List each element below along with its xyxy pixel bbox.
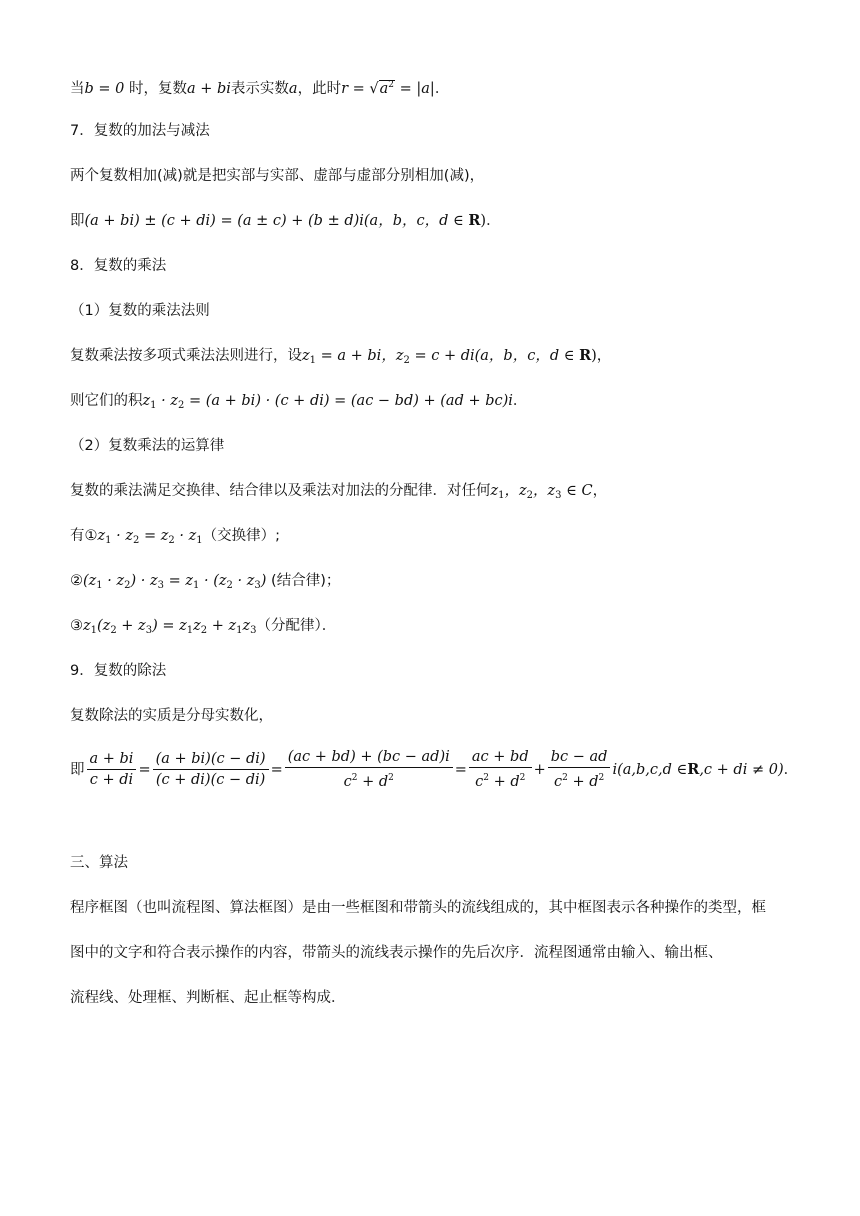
algorithm-section-title: 三、算法 (70, 855, 128, 871)
section-7-paragraph: 两个复数相加(减)就是把实部与实部、虚部与虚部分别相加(减)， (70, 168, 485, 184)
multiplication-setup-line: 复数乘法按多项式乘法法则进行，设$z_1 = a$ + bi，$z_2 = c + di(a$，b，c，d ∈ R)， (70, 347, 612, 366)
section-8-subtitle-2: （2）复数乘法的运算律 (70, 438, 225, 454)
algorithm-paragraph-line-3: 流程线、处理框、判断框、起止框等构成． (70, 990, 346, 1006)
fraction-2: $\frac{(a + bi)(c - di)}{(c + di)(c - di)}$ (153, 750, 269, 789)
multiplication-product-line: 则它们的积$z_1 \cdot z_2 = (a + bi) \cdot (c + di) = (ac - bd) + (ad + bc)i$． (70, 393, 528, 411)
division-formula: 即 $\frac{a + bi}{c + di}$ = $\frac{(a + bi)(c - di)}{(c + di)(c - di)}$ = $\frac{(ac + bd) + (bc - ad)i}{c^2 + d^2}$ = $\frac{ac + bd}{c^2 + d^2}$ + $\frac{bc - ad}{c^2 + d^2}$ i(a,b,c,d ∈ R ,c + di ≠ 0) ． (70, 749, 799, 790)
distributive-law-line: $③z_1(z_2 + z_3) = z_1z_2 + z_1z_3$（分配律）． (70, 618, 337, 636)
addition-formula: 即(a + bi) ± (c + di) = (a ± c) + (b ± d)i(a，b，c，d ∈ R)． (70, 212, 501, 229)
modulus-real-case-line: 当b = 0 时，复数a + bi表示实数a，此时$r = √a^2 = |a|$． (70, 80, 450, 97)
fraction-5: $\frac{bc - ad}{c^2 + d^2}$ (548, 748, 611, 791)
section-8-title: 8．复数的乘法 (70, 258, 167, 274)
section-8-subtitle-1: （1）复数的乘法法则 (70, 303, 210, 319)
multiplication-laws-intro: 复数的乘法满足交换律、结合律以及乘法对加法的分配律．对任何$z_1$，$z_2$，$z_3$ ∈ C， (70, 483, 608, 501)
section-9-title: 9．复数的除法 (70, 663, 167, 679)
commutative-law-line: 有$①z_1 \cdot z_2 = z_2 \cdot z_1$（交换律）; (70, 528, 280, 546)
section-7-title: 7．复数的加法与减法 (70, 123, 210, 139)
algorithm-paragraph-line-1: 程序框图（也叫流程图、算法框图）是由一些框图和带箭头的流线组成的，其中框图表示各种操作的类型，框 (70, 900, 766, 916)
section-9-paragraph: 复数除法的实质是分母实数化， (70, 708, 273, 724)
fraction-3: $\frac{(ac + bd) + (bc - ad)i}{c^2 + d^2}$ (285, 748, 453, 791)
algorithm-paragraph-line-2: 图中的文字和符合表示操作的内容，带箭头的流线表示操作的先后次序．流程图通常由输入、输出框、 (70, 945, 723, 961)
associative-law-line: $②(z_1 \cdot z_2) \cdot z_3 = z_1 \cdot (z_2 \cdot z_3)$ (结合律)； (70, 573, 341, 591)
fraction-1: $\frac{a + bi}{c + di}$ (87, 750, 137, 789)
fraction-4: $\frac{ac + bd}{c^2 + d^2}$ (469, 748, 532, 791)
